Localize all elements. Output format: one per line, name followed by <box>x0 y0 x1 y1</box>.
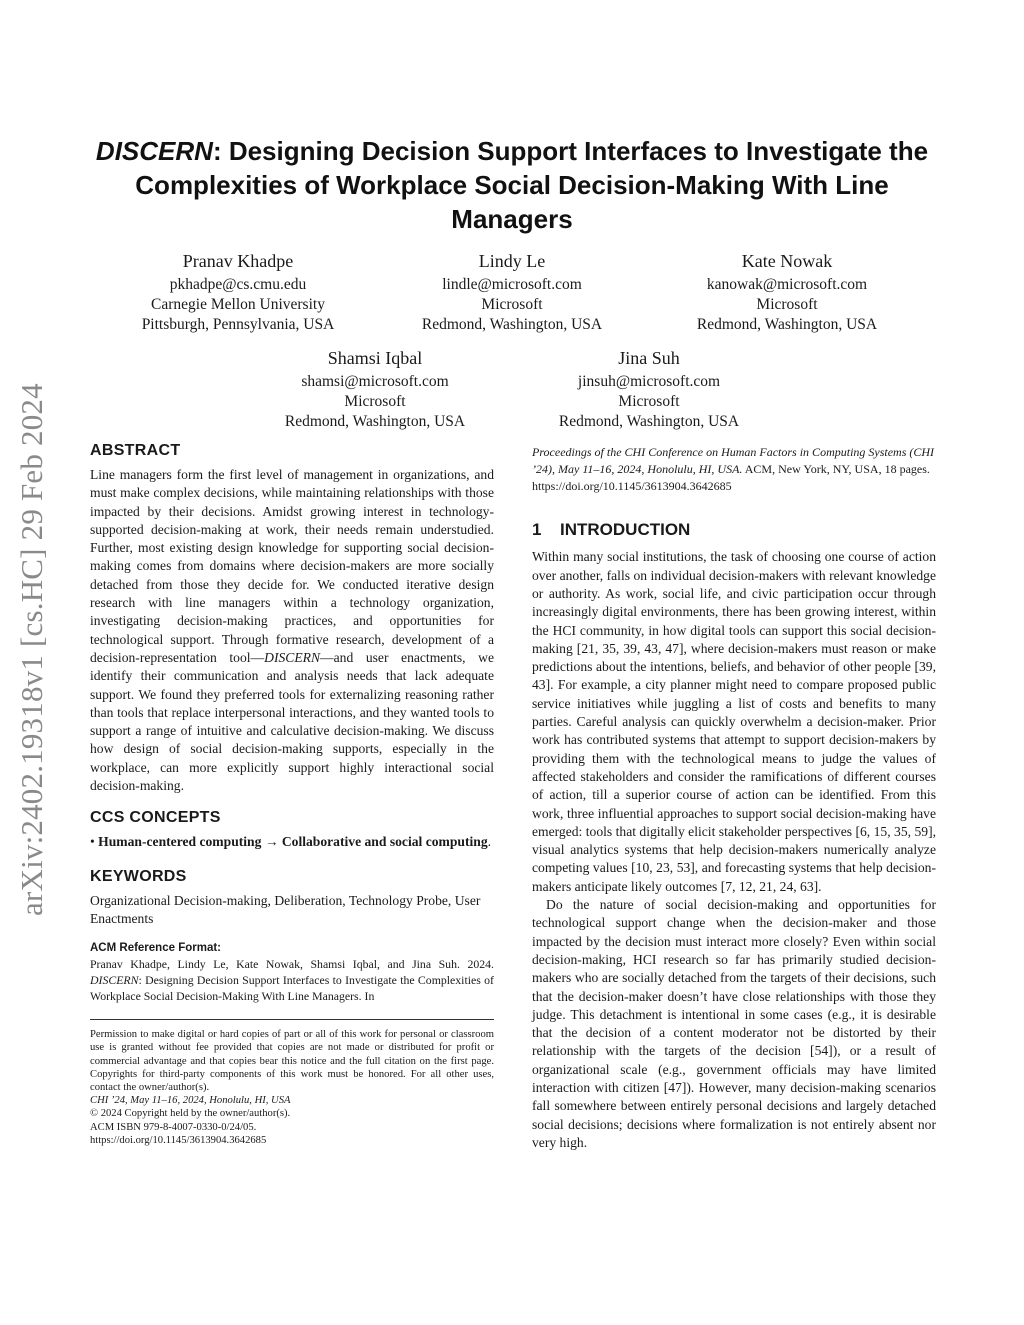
author-block <box>519 346 779 432</box>
section-number: 1 <box>532 520 542 540</box>
section-title: INTRODUCTION <box>560 520 691 540</box>
abstract-text: Line managers form the first level of management in organizations, and must make complex decisions, while maintaining relationships with those impacted by their decisions. Amidst growing interest in technology-supported decision-making at work, their needs remain understudied. Further, most existing design knowledge for supporting social decision-making comes from domains where decision-makers are more socially detached from those they decide for. We conducted iterative design research with line managers within a technology organization, investigating decision-making practices, and opportunities for technological support. Through formative research, development of a decision-representation tool—DISCERN—and user enactments, we identify their communication and analysis needs that lack adequate support. We found they preferred tools for externalizing reasoning rather than tools that replace interpersonal interactions, and they wanted tools to support a range of intuitive and calculative decision-making. We discuss how design of social decision-making supports, especially in the workplace, can more explicitly support highly interactional social decision-making. <box>90 467 494 794</box>
author-name: Lindy Le <box>478 251 546 271</box>
keywords-heading: KEYWORDS <box>90 867 187 885</box>
author-location: Redmond, Washington, USA <box>284 413 466 430</box>
author-location: Redmond, Washington, USA <box>696 316 878 333</box>
title-rest: : Designing Decision Support Interfaces to Investigate the Complexities of Workplace Social Decision-Making With Line Managers <box>135 136 929 234</box>
author-name: Shamsi Iqbal <box>327 348 423 368</box>
copyright-note: © 2024 Copyright held by the owner/author(s). <box>90 1108 291 1120</box>
permission-notice: Permission to make digital or hard copies of part or all of this work for personal or classroom use is granted without fee provided that copies are not made or distributed for profit or commercial advantage and that copies bear this notice and the full citation on the first page. Copyrights for third-party components of this work must be honored. For all other uses, contact the owner/author(s). <box>90 1029 494 1094</box>
ccs-heading: CCS CONCEPTS <box>90 809 221 827</box>
acm-reference-text: Pranav Khadpe, Lindy Le, Kate Nowak, Shamsi Iqbal, and Jina Suh. 2024. DISCERN: Designing Decision Support Interfaces to Investigate the Complexities of Workplace Social Decision-Making With Line Managers. In <box>90 957 494 1004</box>
author-email: kanowak@microsoft.com <box>706 276 868 293</box>
author-block <box>657 249 917 335</box>
title-system-name: DISCERN <box>95 136 213 166</box>
author-name: Kate Nowak <box>741 251 833 271</box>
intro-paragraph: Within many social institutions, the task of choosing one course of action over another, falls on individual decision-makers with relevant knowledge or authority. As work, social life, and civic participation occur through increasingly digital environments, there has been growing interest, within the HCI community, in how digital tools can support this social decision-making [21, 35, 39, 43, 47], where decision-makers must reason or make predictions about the intentions, beliefs, and behavior of other people [39, 43]. For example, a city planner might need to compare proposed public service initiatives while juggling a list of costs and benefits to many parties. Careful analysis can quickly overwhelm a decision-maker. Prior work has contributed systems that attempt to support decision-makers by providing them with the technological means to judge the values of affected stakeholders and consider the ramifications of different courses of action, till a superior course of action can be identified. From this work, three influential approaches to support social decision-making have emerged: tools that digitally elicit stakeholder perspectives [6, 15, 35, 59], visual analytics systems that help decision-makers numerically analyze competing values [10, 23, 53], and forecasting systems that help decision-makers anticipate likely outcomes [7, 12, 21, 24, 63]. <box>532 549 936 894</box>
ccs-concepts: • Human-centered computing → Collaborative and social computing. <box>90 834 492 850</box>
author-name: Pranav Khadpe <box>182 251 294 271</box>
author-block <box>108 249 368 335</box>
author-affiliation: Carnegie Mellon University <box>151 296 325 313</box>
author-name: Jina Suh <box>618 348 680 368</box>
author-affiliation: Microsoft <box>481 296 543 313</box>
author-email: lindle@microsoft.com <box>442 276 582 293</box>
author-block <box>245 346 505 432</box>
proceedings-reference: Proceedings of the CHI Conference on Human Factors in Computing Systems (CHI ’24), May 11–16, 2024, Honolulu, HI, USA. ACM, New York, NY, USA, 18 pages. https://doi.org/10.1145/3613904.3642685 <box>532 445 935 493</box>
right-column <box>532 444 936 1152</box>
isbn-note: ACM ISBN 979-8-4007-0330-0/24/05. <box>90 1121 257 1133</box>
author-email: jinsuh@microsoft.com <box>577 373 721 390</box>
paper-title <box>80 134 944 236</box>
footnote-divider <box>90 1019 494 1020</box>
author-location: Redmond, Washington, USA <box>558 413 740 430</box>
arxiv-identifier: arXiv:2402.19318v1 [cs.HC] 29 Feb 2024 <box>14 383 49 917</box>
abstract-heading: ABSTRACT <box>90 442 181 459</box>
left-column <box>90 442 494 1147</box>
intro-paragraph: Do the nature of social decision-making and opportunities for technological support change when the decision-maker and those impacted by the decision must interact more closely? Even within social decision-making, HCI research so far has primarily studied decision-makers who are socially detached from the targets of their decisions, such that the decision-maker doesn’t have close relationships with those they judge. This detachment is intentional in some cases (e.g., it is desirable that the decision of a content moderator not be distorted by their relationship with the targets of the decision [54]), or a result of organizational scale (e.g., government officials may have limited interaction with citizen [47]). However, many decision-making scenarios fall somewhere between entirely personal decisions and largely detached social decisions; decisions where formalization is not entirely absent nor very high. <box>532 897 936 1150</box>
author-affiliation: Microsoft <box>344 393 406 410</box>
author-location: Redmond, Washington, USA <box>421 316 603 333</box>
author-location: Pittsburgh, Pennsylvania, USA <box>141 316 335 333</box>
author-email: shamsi@microsoft.com <box>301 373 449 390</box>
introduction-heading <box>532 520 936 540</box>
keywords-text: Organizational Decision-making, Deliberation, Technology Probe, User Enactments <box>90 892 481 926</box>
author-affiliation: Microsoft <box>756 296 818 313</box>
doi-link[interactable]: https://doi.org/10.1145/3613904.3642685 <box>90 1134 267 1146</box>
author-block <box>382 249 642 335</box>
acm-reference-heading: ACM Reference Format: <box>90 942 221 955</box>
author-affiliation: Microsoft <box>618 393 680 410</box>
author-email: pkhadpe@cs.cmu.edu <box>169 276 307 293</box>
venue-note: CHI ’24, May 11–16, 2024, Honolulu, HI, USA <box>90 1095 291 1107</box>
